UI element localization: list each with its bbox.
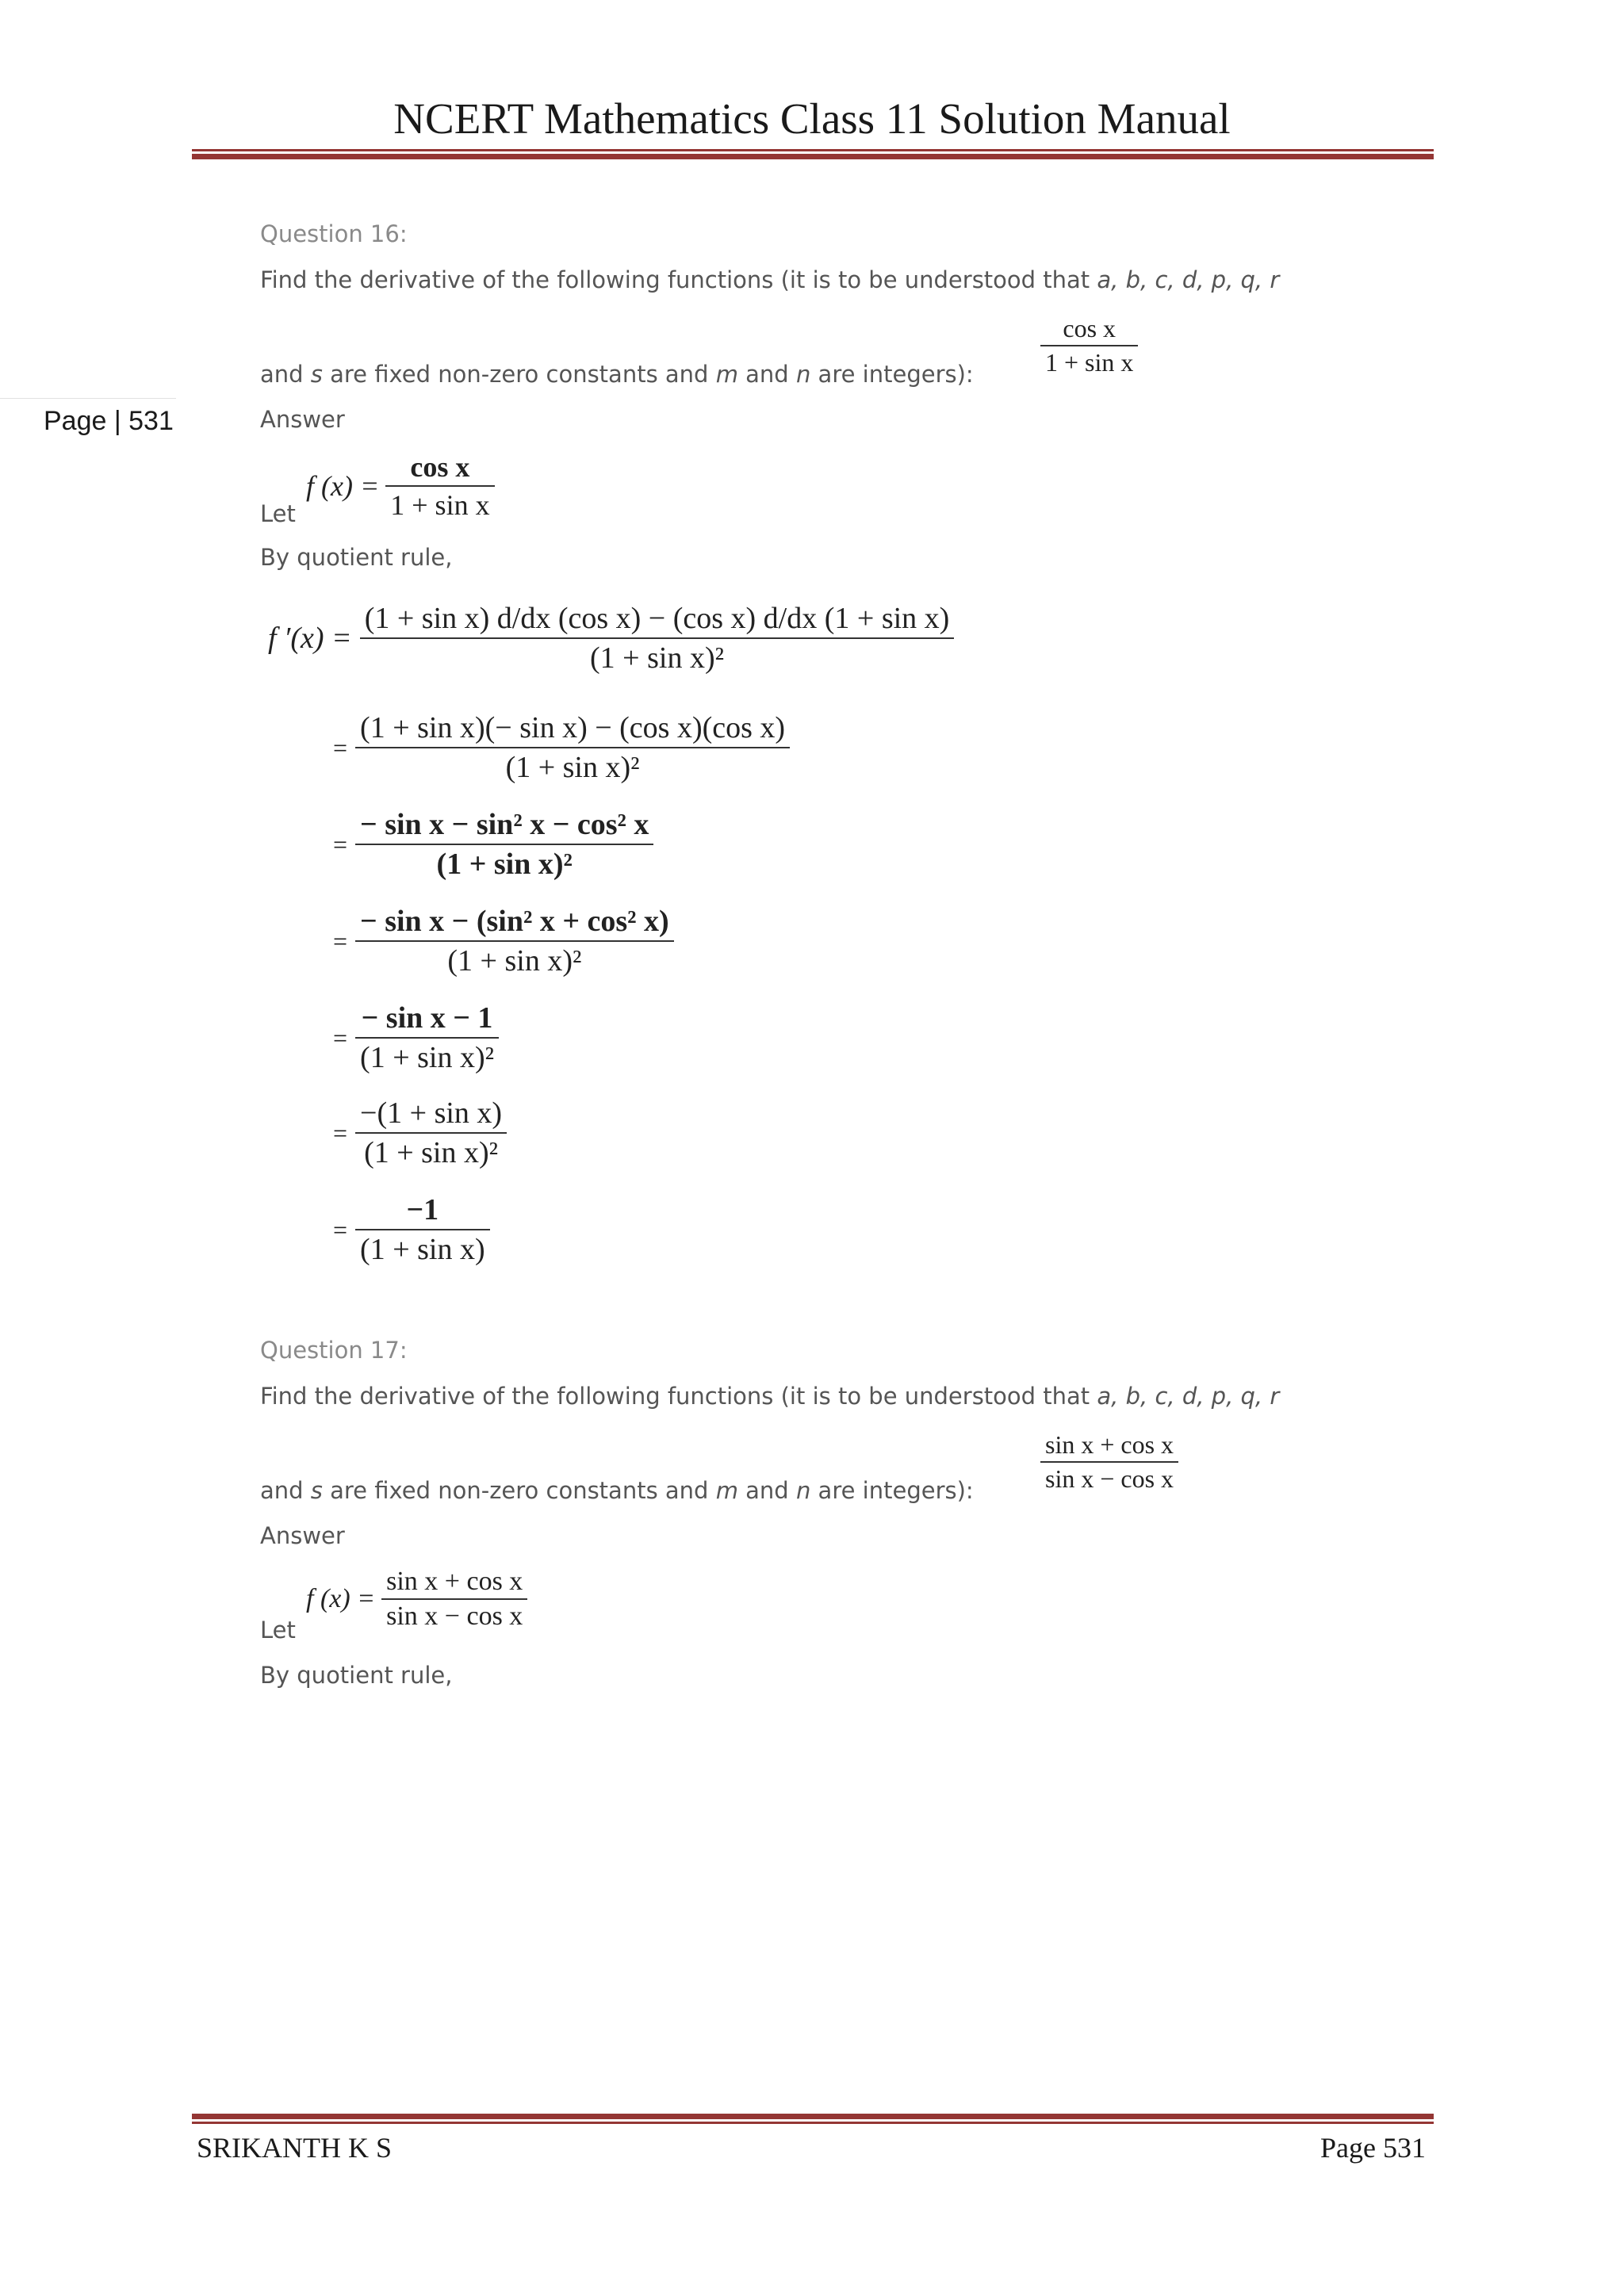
q16-statement-line1 <box>260 266 1279 293</box>
q17-mid-text: are fixed non-zero constants and <box>322 1477 716 1504</box>
q16-function-denominator: 1 + sin x <box>1045 348 1134 377</box>
q16-var-m: m <box>715 361 738 388</box>
q16-constants: a, b, c, d, p, q, r <box>1097 266 1280 293</box>
q17-let-denominator: sin x − cos x <box>386 1601 523 1631</box>
q16-step-3-numerator: − sin x − sin² x − cos² x <box>360 808 649 841</box>
q16-var-n: n <box>795 361 811 388</box>
q16-step-1-numerator: (1 + sin x) d/dx (cos x) − (cos x) d/dx (1 + sin x) <box>364 602 950 635</box>
q17-quotient-rule: By quotient rule, <box>260 1662 453 1689</box>
header-rule-thin <box>192 149 1434 151</box>
equals-sign: = <box>333 1023 348 1052</box>
q17-function-denominator: sin x − cos x <box>1045 1464 1174 1493</box>
q16-step-1 <box>268 601 954 675</box>
q17-and-start: and <box>260 1477 311 1504</box>
q16-let-numerator: cos x <box>410 451 470 483</box>
equals-sign: = <box>333 1215 348 1244</box>
footer-rule-thick <box>192 2114 1434 2119</box>
q16-step-4 <box>333 904 674 978</box>
q16-let-denominator: 1 + sin x <box>390 489 490 521</box>
page-title: NCERT Mathematics Class 11 Solution Manual <box>393 94 1231 143</box>
q16-step-2-numerator: (1 + sin x)(− sin x) − (cos x)(cos x) <box>360 711 786 744</box>
q16-fx: f (x) = <box>306 470 380 502</box>
q17-answer-label: Answer <box>260 1522 345 1549</box>
q16-step-4-denominator: (1 + sin x)² <box>447 944 582 978</box>
q16-step-4-numerator: − sin x − (sin² x + cos² x) <box>360 905 669 938</box>
q17-and-word: and <box>737 1477 796 1504</box>
footer-author: SRIKANTH K S <box>197 2132 393 2164</box>
q16-let: Let <box>260 500 296 527</box>
q16-step-6-numerator: −(1 + sin x) <box>360 1096 503 1130</box>
q17-var-s: s <box>310 1477 323 1504</box>
equals-sign: = <box>333 829 348 859</box>
side-page-label: Page | 531 <box>44 406 174 436</box>
q17-let: Let <box>260 1617 296 1644</box>
q17-statement-line2 <box>260 1477 974 1504</box>
footer-page-number: Page 531 <box>1320 2132 1426 2164</box>
q16-quotient-rule: By quotient rule, <box>260 544 453 571</box>
q16-step-2 <box>333 710 790 785</box>
q17-statement-text: Find the derivative of the following functions (it is to be understood that <box>260 1383 1097 1410</box>
q17-constants: a, b, c, d, p, q, r <box>1097 1383 1280 1410</box>
q16-step-5-denominator: (1 + sin x)² <box>360 1041 495 1074</box>
q17-let-equation <box>306 1567 527 1632</box>
q17-fx: f (x) = <box>306 1584 376 1613</box>
q16-step-5 <box>333 1001 499 1075</box>
question-17-label: Question 17: <box>260 1337 408 1364</box>
q16-step-3-denominator: (1 + sin x)² <box>436 848 573 881</box>
q16-step-6 <box>333 1096 507 1170</box>
q16-mid-text: are fixed non-zero constants and <box>322 361 716 388</box>
q16-and-start: and <box>260 361 311 388</box>
q16-statement-line2 <box>260 361 974 388</box>
question-16-label: Question 16: <box>260 220 408 247</box>
q16-and-word: and <box>737 361 796 388</box>
q16-step-6-denominator: (1 + sin x)² <box>364 1136 499 1169</box>
q16-step-5-numerator: − sin x − 1 <box>361 1001 493 1035</box>
q16-end-text: are integers): <box>810 361 974 388</box>
footer-rule-thin <box>192 2122 1434 2124</box>
q16-step-7-denominator: (1 + sin x) <box>360 1233 485 1266</box>
q16-var-s: s <box>310 361 323 388</box>
header-rule-thick <box>192 154 1434 159</box>
q17-function-numerator: sin x + cos x <box>1045 1430 1174 1459</box>
q17-end-text: are integers): <box>810 1477 974 1504</box>
q16-step-2-denominator: (1 + sin x)² <box>505 751 640 784</box>
q16-step-7 <box>333 1192 490 1267</box>
q16-let-equation <box>306 450 495 522</box>
q16-answer-label: Answer <box>260 406 345 433</box>
equals-sign: = <box>333 1118 348 1147</box>
q17-function <box>1040 1430 1178 1494</box>
equals-sign: = <box>333 733 348 762</box>
equals-sign: = <box>333 926 348 955</box>
q17-var-n: n <box>795 1477 811 1504</box>
q16-function <box>1040 314 1138 377</box>
q16-step-3 <box>333 807 653 882</box>
q16-step-1-denominator: (1 + sin x)² <box>590 641 724 675</box>
q17-let-numerator: sin x + cos x <box>386 1567 523 1596</box>
q16-statement-text: Find the derivative of the following functions (it is to be understood that <box>260 266 1097 293</box>
side-divider <box>0 398 176 399</box>
q17-statement-line1 <box>260 1383 1279 1410</box>
q16-fprime: f ′(x) = <box>268 622 352 655</box>
q16-step-7-numerator: −1 <box>406 1193 439 1226</box>
q16-function-numerator: cos x <box>1063 314 1116 342</box>
q17-var-m: m <box>715 1477 738 1504</box>
